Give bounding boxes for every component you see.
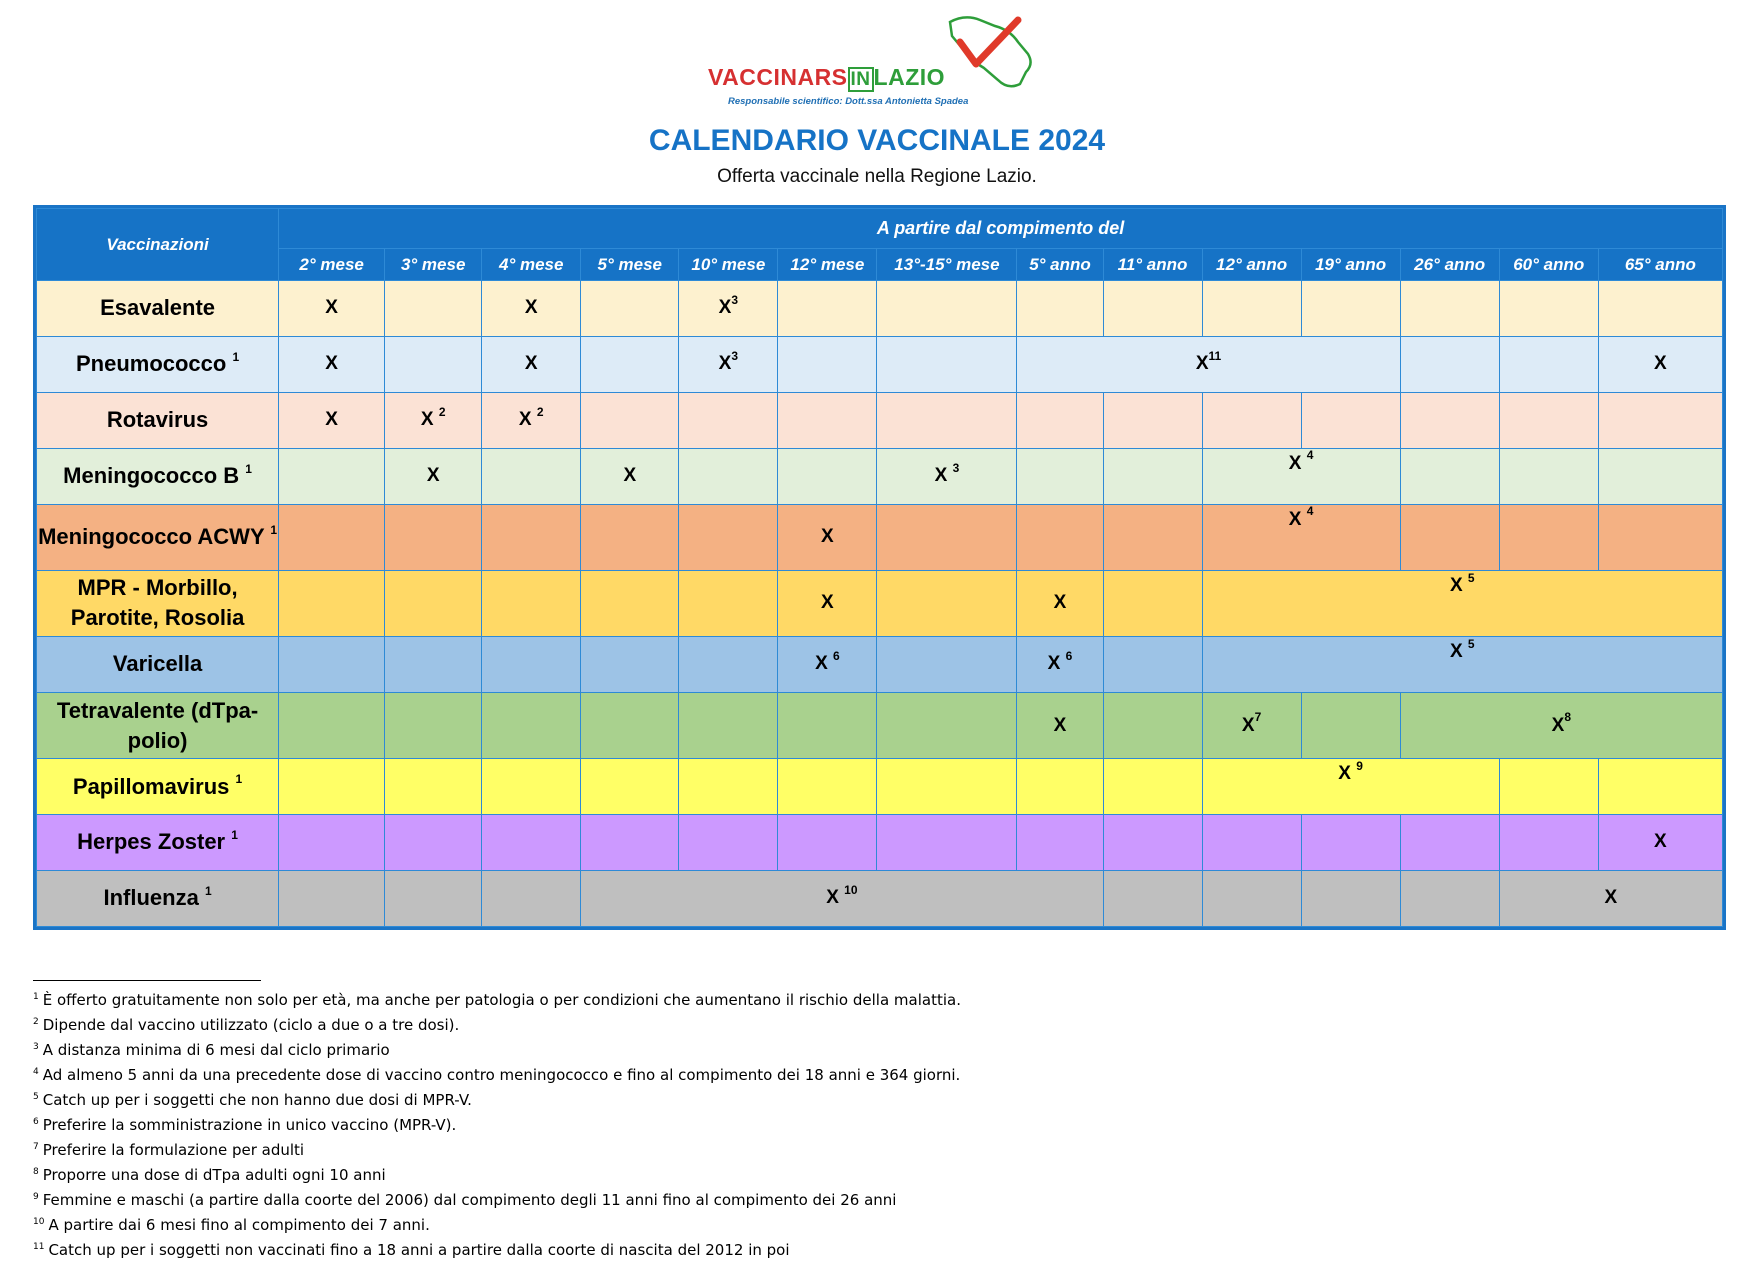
schedule-cell	[1400, 336, 1499, 392]
footnote	[33, 1136, 961, 1161]
schedule-cell	[679, 815, 778, 871]
schedule-cell	[1499, 281, 1598, 337]
schedule-cell	[482, 504, 581, 570]
vaccine-name	[37, 448, 279, 504]
vaccine-name	[37, 281, 279, 337]
page-title: CALENDARIO VACCINALE 2024	[648, 124, 1106, 157]
vaccine-name	[37, 692, 279, 758]
schedule-cell	[1598, 759, 1722, 815]
schedule-cell	[279, 570, 385, 636]
table-row	[37, 570, 1723, 636]
schedule-cell	[482, 392, 581, 448]
dose-mark: X	[1047, 653, 1066, 675]
vaccine-name-text: Meningococco ACWY	[38, 524, 265, 550]
dose-mark: X	[420, 409, 439, 431]
footnote-text: A partire dai 6 mesi fino al compimento dei 7 anni.	[48, 1216, 430, 1234]
footnote-number: 1	[33, 992, 39, 1002]
schedule-cell	[279, 759, 385, 815]
logo	[700, 12, 1040, 107]
vaccine-name-text: MPR - Morbillo, Parotite, Rosolia	[70, 575, 245, 631]
schedule-cell	[482, 870, 581, 926]
footnote-ref: 6	[833, 649, 840, 664]
vaccine-name-text: Varicella	[112, 651, 203, 677]
footnote-ref: 4	[1306, 448, 1314, 463]
vaccine-name-text: Influenza	[103, 885, 199, 911]
schedule-cell	[778, 692, 877, 758]
footnote	[33, 1111, 961, 1136]
header-age-group: A partire dal compimento del	[279, 209, 1723, 249]
schedule-cell	[1202, 870, 1301, 926]
dose-mark: X	[826, 887, 845, 909]
schedule-cell	[778, 336, 877, 392]
table-row	[37, 815, 1723, 871]
schedule-cell	[877, 392, 1017, 448]
dose-mark: X	[524, 297, 538, 319]
footnote	[33, 1186, 961, 1211]
column-header: 13°-15° mese	[877, 249, 1017, 281]
table-row	[37, 870, 1723, 926]
dose-mark: X	[1195, 353, 1209, 375]
vaccine-name	[37, 870, 279, 926]
footnote-ref: 9	[1356, 758, 1363, 773]
schedule-cell	[279, 448, 385, 504]
schedule-cell	[1598, 448, 1722, 504]
dose-mark: X	[1551, 714, 1565, 736]
schedule-cell	[279, 336, 385, 392]
schedule-cell	[279, 870, 385, 926]
footnote-ref: 4	[1306, 504, 1314, 519]
footnote-text: Catch up per i soggetti non vaccinati fino a 18 anni a partire dalla coorte di nascita del 2012 in poi	[48, 1241, 790, 1259]
schedule-cell	[679, 336, 778, 392]
footnote-number: 3	[33, 1042, 39, 1052]
footnote-ref: 1	[204, 884, 212, 899]
schedule-cell	[1103, 448, 1202, 504]
vaccine-name	[37, 759, 279, 815]
footnote-text: Preferire la formulazione per adulti	[42, 1141, 305, 1159]
schedule-cell	[1202, 759, 1499, 815]
dose-mark: X	[426, 465, 440, 487]
schedule-cell	[1598, 815, 1722, 871]
dose-mark: X	[1053, 592, 1067, 614]
footnote-number: 4	[33, 1067, 39, 1077]
vaccine-name	[37, 336, 279, 392]
schedule-cell	[581, 815, 679, 871]
schedule-cell	[385, 392, 482, 448]
schedule-cell	[581, 692, 679, 758]
dose-mark: X	[934, 465, 953, 487]
vaccine-name-text: Meningococco B	[63, 463, 240, 489]
schedule-cell	[385, 692, 482, 758]
footnote-ref: 5	[1467, 636, 1475, 651]
schedule-cell	[877, 504, 1017, 570]
footnote-text: A distanza minima di 6 mesi dal ciclo primario	[42, 1041, 390, 1059]
footnote-number: 8	[33, 1167, 39, 1177]
schedule-cell	[1400, 281, 1499, 337]
schedule-cell	[1598, 392, 1722, 448]
schedule-cell	[581, 448, 679, 504]
footnote-ref: 6	[1065, 649, 1073, 664]
footnote-ref: 2	[536, 405, 544, 420]
schedule-cell	[778, 448, 877, 504]
schedule-cell	[778, 504, 877, 570]
schedule-cell	[1017, 392, 1103, 448]
schedule-cell	[279, 815, 385, 871]
vaccine-name-text: Rotavirus	[106, 407, 209, 433]
schedule-cell	[1017, 448, 1103, 504]
schedule-cell	[778, 637, 877, 693]
footnote-divider	[33, 980, 261, 981]
vaccine-name-text: Papillomavirus	[72, 773, 230, 799]
header-vaccinazioni: Vaccinazioni	[37, 209, 279, 281]
footnote	[33, 1011, 961, 1036]
schedule-cell	[581, 281, 679, 337]
logo-subtitle: Responsabile scientifico: Dott.ssa Antonietta Spadea	[728, 96, 969, 107]
column-header: 60° anno	[1499, 249, 1598, 281]
footnote-number: 6	[33, 1117, 39, 1127]
footnote-text: È offerto gratuitamente non solo per età, ma anche per patologia o per condizioni che aumentano il rischio della malattia.	[42, 991, 961, 1009]
dose-mark: X	[1654, 353, 1667, 375]
schedule-cell	[1017, 692, 1103, 758]
vaccine-name	[37, 392, 279, 448]
table-row	[37, 692, 1723, 758]
schedule-cell	[385, 281, 482, 337]
schedule-cell	[1499, 448, 1598, 504]
footnote-ref: 3	[731, 293, 739, 308]
footnote	[33, 1086, 961, 1111]
schedule-cell	[1499, 504, 1598, 570]
footnote-text: Ad almeno 5 anni da una precedente dose di vaccino contro meningococco e fino al compimento dei 18 anni e 364 giorni.	[42, 1066, 961, 1084]
footnote-ref: 3	[952, 460, 960, 475]
dose-mark: X	[1053, 714, 1067, 736]
dose-mark: X	[821, 526, 834, 548]
vaccine-name-text: Esavalente	[100, 295, 216, 321]
schedule-cell	[385, 448, 482, 504]
schedule-cell	[482, 570, 581, 636]
table-row	[37, 637, 1723, 693]
footnote-number: 7	[33, 1142, 39, 1152]
column-header: 19° anno	[1301, 249, 1400, 281]
logo-text	[708, 64, 945, 91]
schedule-cell	[581, 504, 679, 570]
schedule-cell	[385, 759, 482, 815]
schedule-cell	[1400, 392, 1499, 448]
footnote-text: Preferire la somministrazione in unico vaccino (MPR-V).	[42, 1116, 457, 1134]
footnote-ref: 11	[1208, 349, 1222, 364]
table-row	[37, 448, 1723, 504]
schedule-cell	[877, 759, 1017, 815]
footnotes	[33, 986, 961, 1261]
schedule-cell	[581, 570, 679, 636]
footnote-ref: 5	[1467, 570, 1475, 585]
table-row	[37, 504, 1723, 570]
schedule-cell	[581, 637, 679, 693]
column-header: 10° mese	[679, 249, 778, 281]
footnote-number: 5	[33, 1092, 39, 1102]
schedule-cell	[1103, 692, 1202, 758]
schedule-cell	[1499, 759, 1598, 815]
schedule-cell	[1017, 570, 1103, 636]
schedule-cell	[1400, 448, 1499, 504]
schedule-cell	[679, 692, 778, 758]
schedule-cell	[1400, 870, 1499, 926]
column-header: 11° anno	[1103, 249, 1202, 281]
schedule-cell	[581, 336, 679, 392]
dose-mark: X	[718, 297, 732, 319]
footnote-text: Femmine e maschi (a partire dalla coorte del 2006) dal compimento degli 11 anni fino al compimento dei 26 anni	[42, 1191, 897, 1209]
schedule-cell	[1103, 759, 1202, 815]
schedule-cell	[482, 448, 581, 504]
dose-mark: X	[1449, 641, 1468, 662]
schedule-cell	[679, 637, 778, 693]
schedule-cell	[1202, 392, 1301, 448]
schedule-cell	[1598, 504, 1722, 570]
schedule-cell	[679, 570, 778, 636]
logo-word-vaccinars: VACCINARS	[708, 64, 848, 90]
schedule-cell	[482, 637, 581, 693]
dose-mark: X	[325, 353, 338, 375]
dose-mark: X	[815, 653, 834, 675]
footnote	[33, 1161, 961, 1186]
schedule-cell	[1400, 692, 1722, 758]
schedule-cell	[679, 281, 778, 337]
vaccine-name	[37, 570, 279, 636]
schedule-cell	[877, 570, 1017, 636]
schedule-cell	[877, 281, 1017, 337]
schedule-cell	[1499, 815, 1598, 871]
dose-mark: X	[1654, 831, 1667, 853]
footnote-ref: 8	[1564, 710, 1571, 725]
footnote-ref: 3	[731, 349, 739, 364]
schedule-cell	[1301, 281, 1400, 337]
schedule-cell	[679, 759, 778, 815]
schedule-cell	[279, 637, 385, 693]
schedule-cell	[581, 870, 1103, 926]
schedule-cell	[279, 281, 385, 337]
footnote-number: 10	[33, 1217, 45, 1227]
schedule-cell	[1103, 281, 1202, 337]
schedule-cell	[482, 815, 581, 871]
vaccine-name	[37, 815, 279, 871]
schedule-cell	[1017, 759, 1103, 815]
schedule-cell	[1301, 870, 1400, 926]
schedule-cell	[1103, 570, 1202, 636]
dose-mark: X	[1604, 887, 1618, 909]
dose-mark: X	[325, 409, 338, 431]
schedule-cell	[1400, 504, 1499, 570]
schedule-cell	[778, 815, 877, 871]
schedule-cell	[1103, 637, 1202, 693]
footnote-text: Proporre una dose di dTpa adulti ogni 10 anni	[42, 1166, 386, 1184]
schedule-cell	[279, 392, 385, 448]
schedule-cell	[877, 637, 1017, 693]
schedule-cell	[877, 448, 1017, 504]
footnote-text: Dipende dal vaccino utilizzato (ciclo a due o a tre dosi).	[42, 1016, 460, 1034]
schedule-cell	[1202, 281, 1301, 337]
vaccination-calendar-table	[33, 205, 1726, 930]
column-header: 65° anno	[1598, 249, 1722, 281]
schedule-cell	[1499, 870, 1722, 926]
footnote-ref: 1	[232, 350, 240, 365]
dose-mark: X	[1288, 452, 1307, 474]
footnote-ref: 1	[270, 522, 278, 537]
schedule-cell	[1103, 815, 1202, 871]
schedule-cell	[877, 692, 1017, 758]
table-row	[37, 392, 1723, 448]
footnote-ref: 1	[231, 828, 238, 843]
schedule-cell	[482, 336, 581, 392]
schedule-cell	[1202, 692, 1301, 758]
column-header: 4° mese	[482, 249, 581, 281]
footnote-number: 11	[33, 1242, 45, 1252]
schedule-cell	[1017, 281, 1103, 337]
schedule-cell	[1301, 392, 1400, 448]
footnote-number: 9	[33, 1192, 39, 1202]
column-header: 2° mese	[279, 249, 385, 281]
footnote	[33, 1036, 961, 1061]
schedule-cell	[1301, 815, 1400, 871]
dose-mark: X	[623, 465, 637, 487]
dose-mark: X	[1241, 714, 1255, 736]
schedule-cell	[679, 392, 778, 448]
dose-mark: X	[821, 592, 834, 614]
schedule-cell	[385, 504, 482, 570]
column-header: 26° anno	[1400, 249, 1499, 281]
schedule-cell	[679, 448, 778, 504]
schedule-cell	[1017, 637, 1103, 693]
schedule-cell	[1499, 392, 1598, 448]
column-header: 12° anno	[1202, 249, 1301, 281]
footnote-ref: 2	[438, 405, 446, 420]
footnote	[33, 1061, 961, 1086]
schedule-cell	[1103, 504, 1202, 570]
column-header: 12° mese	[778, 249, 877, 281]
schedule-cell	[1202, 448, 1400, 504]
dose-mark: X	[718, 353, 732, 375]
schedule-cell	[1202, 637, 1722, 693]
schedule-cell	[385, 570, 482, 636]
schedule-cell	[385, 815, 482, 871]
column-header: 5° anno	[1017, 249, 1103, 281]
vaccine-name	[37, 637, 279, 693]
column-header: 5° mese	[581, 249, 679, 281]
vaccine-name-text: Pneumococco	[75, 351, 227, 377]
dose-mark: X	[325, 297, 338, 319]
schedule-cell	[1103, 870, 1202, 926]
logo-word-lazio: LAZIO	[873, 64, 946, 90]
dose-mark: X	[524, 353, 538, 375]
schedule-cell	[581, 759, 679, 815]
vaccine-name-text: Tetravalente (dTpa-polio)	[56, 697, 259, 753]
schedule-cell	[1202, 504, 1400, 570]
dose-mark: X	[1288, 508, 1307, 530]
footnote-ref: 1	[245, 461, 252, 476]
schedule-cell	[482, 281, 581, 337]
schedule-cell	[778, 570, 877, 636]
logo-word-in: IN	[848, 67, 874, 92]
schedule-cell	[679, 504, 778, 570]
schedule-cell	[482, 759, 581, 815]
schedule-cell	[279, 692, 385, 758]
footnote	[33, 986, 961, 1011]
schedule-cell	[1017, 815, 1103, 871]
schedule-cell	[877, 815, 1017, 871]
page-subtitle: Offerta vaccinale nella Regione Lazio.	[717, 166, 1037, 187]
schedule-cell	[279, 504, 385, 570]
schedule-cell	[1103, 392, 1202, 448]
schedule-cell	[1202, 815, 1301, 871]
schedule-cell	[778, 281, 877, 337]
footnote-number: 2	[33, 1017, 39, 1027]
schedule-cell	[1017, 504, 1103, 570]
schedule-cell	[778, 759, 877, 815]
vaccine-name	[37, 504, 279, 570]
footnote-ref: 10	[844, 883, 858, 898]
schedule-cell	[385, 637, 482, 693]
lazio-map-check-icon	[940, 12, 1040, 92]
table-row	[37, 336, 1723, 392]
table-row	[37, 759, 1723, 815]
footnote	[33, 1211, 961, 1236]
schedule-cell	[877, 336, 1017, 392]
dose-mark: X	[1338, 763, 1357, 785]
column-header: 3° mese	[385, 249, 482, 281]
schedule-cell	[1202, 570, 1722, 636]
footnote-ref: 1	[235, 772, 243, 787]
schedule-cell	[778, 392, 877, 448]
schedule-cell	[1499, 336, 1598, 392]
dose-mark: X	[1449, 574, 1468, 596]
schedule-cell	[1301, 692, 1400, 758]
schedule-cell	[1400, 815, 1499, 871]
vaccine-name-text: Herpes Zoster	[77, 829, 226, 855]
table-row	[37, 281, 1723, 337]
schedule-cell	[581, 392, 679, 448]
dose-mark: X	[518, 409, 537, 431]
footnote-ref: 7	[1254, 710, 1262, 725]
schedule-cell	[385, 336, 482, 392]
schedule-cell	[1017, 336, 1400, 392]
schedule-cell	[1598, 281, 1722, 337]
footnote-text: Catch up per i soggetti che non hanno due dosi di MPR-V.	[42, 1091, 472, 1109]
schedule-cell	[385, 870, 482, 926]
schedule-cell	[1598, 336, 1722, 392]
schedule-cell	[482, 692, 581, 758]
